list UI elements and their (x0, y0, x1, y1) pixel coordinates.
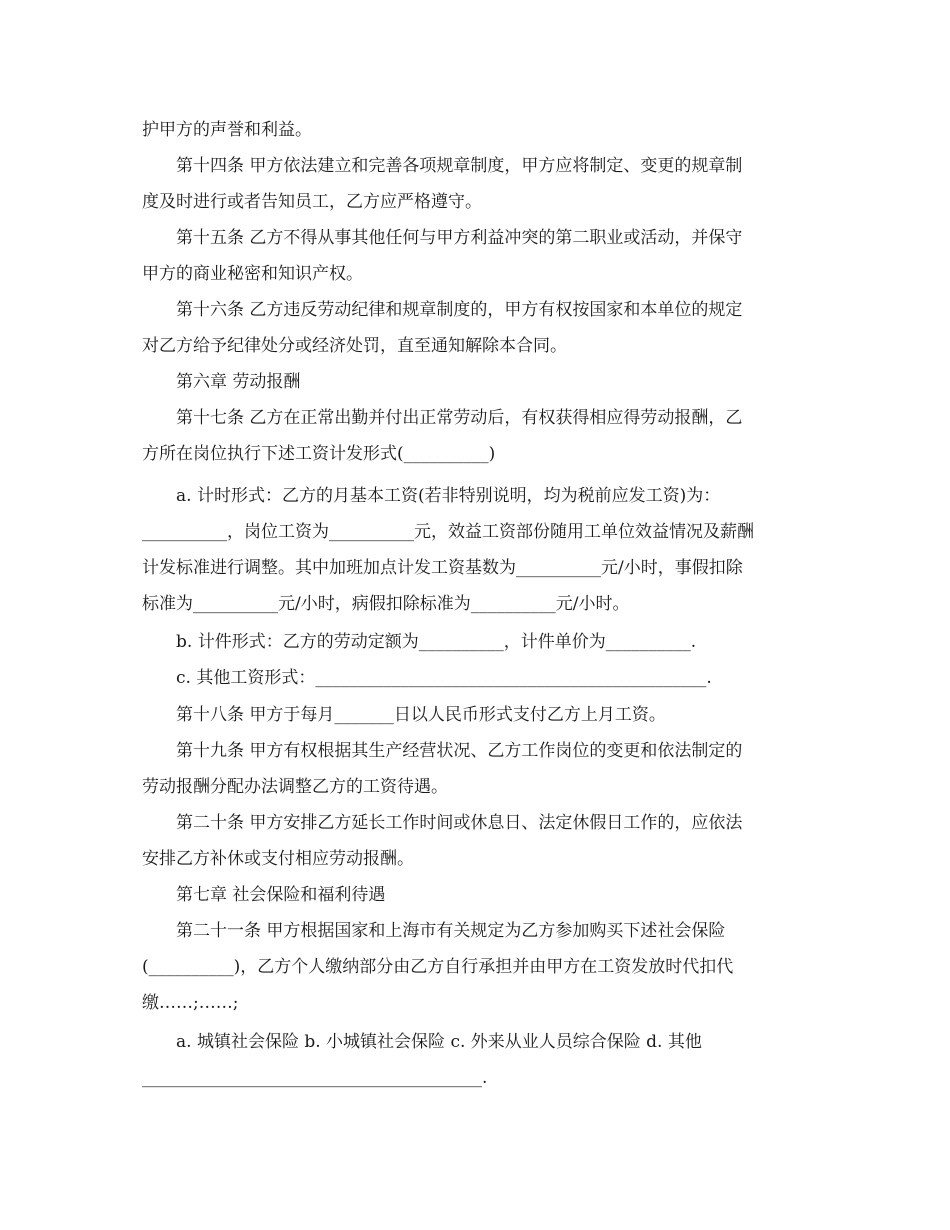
text-line: ________________________________________. (142, 1068, 488, 1088)
item-a-line: a. 计时形式：乙方的月基本工资(若非特别说明，均为税前应发工资)为： (176, 486, 721, 506)
article-14-line: 第十四条 甲方依法建立和完善各项规章制度，甲方应将制定、变更的规章制 (176, 156, 743, 176)
text-line: 方所在岗位执行下述工资计发形式(__________) (142, 444, 496, 464)
article-16-line: 第十六条 乙方违反劳动纪律和规章制度的，甲方有权按国家和本单位的规定 (176, 300, 743, 320)
text-line: 护甲方的声誉和利益。 (142, 120, 312, 140)
text-line: 安排乙方补休或支付相应劳动报酬。 (142, 849, 414, 869)
text-line: 标准为__________元/小时，病假扣除标准为__________元/小时。 (142, 594, 630, 614)
article-17-line: 第十七条 乙方在正常出勤并付出正常劳动后，有权获得相应得劳动报酬，乙 (176, 408, 743, 428)
item-c-line: c. 其他工资形式：______________________________________________. (176, 668, 712, 688)
item-b-line: b. 计件形式：乙方的劳动定额为__________，计件单价为__________. (176, 632, 697, 652)
text-line: 甲方的商业秘密和知识产权。 (142, 264, 363, 284)
article-15-line: 第十五条 乙方不得从事其他任何与甲方利益冲突的第二职业或活动，并保守 (176, 228, 743, 248)
chapter-6-heading: 第六章 劳动报酬 (176, 372, 301, 392)
text-line: 度及时进行或者告知员工，乙方应严格遵守。 (142, 192, 482, 212)
chapter-7-heading: 第七章 社会保险和福利待遇 (176, 885, 386, 905)
text-line: __________，岗位工资为__________元，效益工资部份随用工单位效益情况及薪酬 (142, 522, 754, 542)
text-line: 计发标准进行调整。其中加班加点计发工资基数为__________元/小时，事假扣除 (142, 558, 743, 578)
insurance-options-line: a. 城镇社会保险 b. 小城镇社会保险 c. 外来从业人员综合保险 d. 其他 (176, 1032, 702, 1052)
text-line: 缴……;……; (142, 993, 239, 1013)
article-19-line: 第十九条 甲方有权根据其生产经营状况、乙方工作岗位的变更和依法制定的 (176, 741, 743, 761)
text-line: 劳动报酬分配办法调整乙方的工资待遇。 (142, 777, 448, 797)
article-18-line: 第十八条 甲方于每月_______日以人民币形式支付乙方上月工资。 (176, 705, 666, 725)
text-line: (__________)，乙方个人缴纳部分由乙方自行承担并由甲方在工资发放时代扣代 (142, 957, 734, 977)
text-line: 对乙方给予纪律处分或经济处罚，直至通知解除本合同。 (142, 336, 567, 356)
article-20-line: 第二十条 甲方安排乙方延长工作时间或休息日、法定休假日工作的，应依法 (176, 813, 743, 833)
article-21-line: 第二十一条 甲方根据国家和上海市有关规定为乙方参加购买下述社会保险 (176, 921, 726, 941)
